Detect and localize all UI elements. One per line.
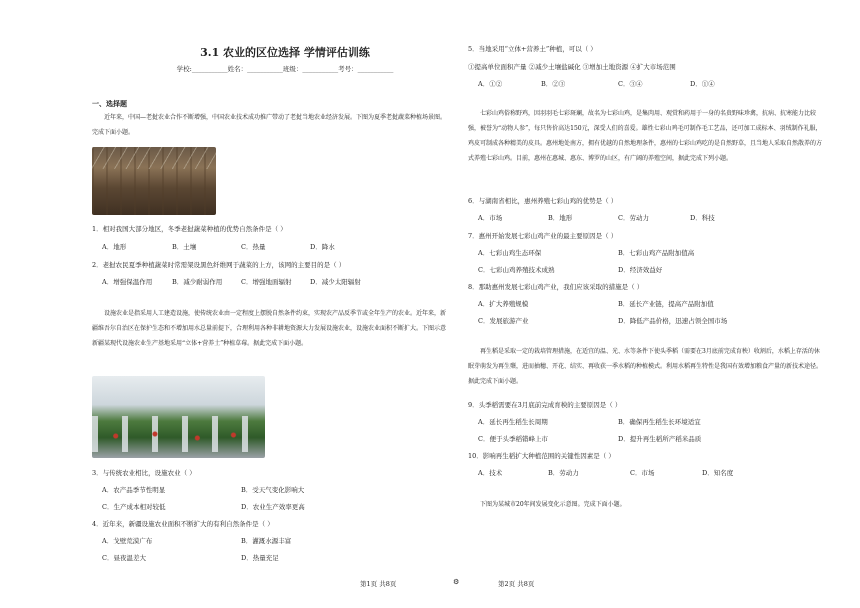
page-number-right: 第2页 共8页: [498, 580, 535, 588]
question-6: 6．与湖南省相比，惠州养殖七彩山鸡的优势是（ ）: [468, 197, 618, 205]
question-7: 7．惠州开始发展七彩山鸡产业的最主要原因是（ ）: [468, 232, 618, 240]
q6-option-c: C．劳动力: [618, 214, 649, 222]
gear-icon: ⚙: [453, 578, 460, 586]
question-3: 3．与传统农业相比，设施农业（ ）: [92, 469, 196, 477]
question-8: 8．那助惠州发展七彩山鸡产业，我们应该采取的措施是（ ）: [468, 283, 644, 291]
q1-option-b: B．土壤: [172, 243, 197, 251]
q2-option-b: B．减少耐弱作用: [172, 278, 223, 286]
q1-option-d: D．降水: [310, 243, 335, 251]
q8-option-d: D．降低产品价格，迅速占领全国市场: [618, 317, 728, 325]
question-9: 9．头季稻需要在3月底前完成育秧的主要原因是（ ）: [468, 401, 622, 409]
q2-option-c: C．增强地面辐射: [241, 278, 292, 286]
q7-option-c: C．七彩山鸡养殖技术成熟: [478, 266, 555, 274]
passage-pheasant: 七彩山鸡俗称野鸡，因羽羽毛七彩斑斓，故名为七彩山鸡，是集肉用、观赏和药用于一身的名贵野味珍禽，抗病、抗寒能力比较强，被誉为“动物人参”，每只售价高达150元，深受人们的喜爱。雄性七彩山鸡毛可制作毛工艺品，还可加工成标本、羽绒制作礼服，鸡皮可制成各种精美的皮具。惠州地处南方，拥有优越的自然地理条件，惠州的七彩山鸡吃的是自然野草，且当地人采取自然散养的方式养殖七彩山鸡。目前，惠州在惠城、惠东、博罗的山区，有广阔的养殖空间，据此完成下列小题。: [468, 110, 823, 162]
page-title: 3.1 农业的区位选择 学情评估训练: [200, 46, 370, 59]
passage-ratoon-rice: 再生稻是采取一定的栽培管理措施，在适宜的温、光、水等条件下使头季稻（需要在3月底前完成育秧）收割后，水稻上存活的休眠芽萌发为再生蘖，进而抽穗、开花、结实、再收获一季水稻的种植模式。利用水稻再生特性是我国有效增加粮食产量的新技术途径。据此完成下面小题。: [468, 348, 823, 385]
q8-option-a: A．扩大养殖规模: [478, 300, 529, 308]
q3-option-d: D．农业生产效率更高: [241, 503, 305, 511]
q10-option-a: A．技术: [478, 469, 503, 477]
q7-option-d: D．经济效益好: [618, 266, 663, 274]
q4-option-b: B．灌溉水源丰富: [241, 537, 292, 545]
q2-option-d: D．减少太阳辐射: [310, 278, 361, 286]
q3-option-b: B．受天气变化影响大: [241, 486, 305, 494]
section-heading: 一、选择题: [92, 99, 127, 108]
q5-statements: ①提高单位面积产量 ②减少土壤盐碱化 ③增加土地资源 ④扩大市场范围: [468, 63, 676, 71]
question-5: 5．当地采用“立体+营养土”种植，可以（ ）: [468, 45, 597, 53]
q8-option-b: B．延长产业链，提高产品附加值: [618, 300, 714, 308]
student-info-line: 学校:___________姓名：___________班级：___________考号：___________: [176, 65, 394, 73]
q4-option-c: C．昼夜温差大: [102, 554, 146, 562]
passage-xinjiang: 设施农业是指采用人工建造设施，使传统农业由一定程度上摆脱自然条件约束，实现农产品反季节或全年生产的农业。近年来，新疆维吾尔自治区在保护生态和不增加用水总量前提下，合理利用各种非耕地资源大力发展设施农业，设施农业面积不断扩大。下图示意新疆某现代设施农业生产基地采用“立体+营养土”种植草莓。据此完成下面小题。: [92, 310, 447, 347]
vegetable-field-photo: [92, 147, 216, 215]
q6-option-d: D．科技: [690, 214, 715, 222]
q5-option-c: C．③④: [618, 80, 643, 88]
q3-option-a: A．农产品季节性明显: [102, 486, 166, 494]
question-1: 1．相对我国大部分地区，冬季老挝蔬菜种植的优势自然条件是（ ）: [92, 225, 287, 233]
q1-option-c: C．热量: [241, 243, 266, 251]
q6-option-b: B．地形: [548, 214, 573, 222]
question-10: 10．影响再生稻扩大种植范围的关键性因素是（ ）: [468, 452, 615, 460]
q10-option-d: D．知名度: [702, 469, 734, 477]
q5-option-a: A．①②: [478, 80, 503, 88]
q2-option-a: A．增强保温作用: [102, 278, 153, 286]
question-4: 4．近年来，新疆设施农业面积不断扩大的有利自然条件是（ ）: [92, 520, 274, 528]
question-2: 2．老挝农民夏季种植蔬菜时常需架设黑色纤维网于蔬菜的上方，该网的主要目的是（ ）: [92, 261, 346, 269]
q5-option-d: D．①④: [690, 80, 715, 88]
q3-option-c: C．生产成本相对较低: [102, 503, 166, 511]
passage-city: 下图为某城市20年间发展变化示意图。完成下面小题。: [480, 501, 626, 508]
passage-laos: 近年来，中国—老挝农业合作不断增强，中国农业技术成功推广带动了老挝当地农业经济发展。下图为夏季老挝蔬菜种植场景图。完成下面小题。: [92, 114, 447, 136]
q9-option-d: D．提升再生稻所产稻米品质: [618, 435, 702, 443]
q6-option-a: A．市场: [478, 214, 503, 222]
q4-option-a: A．戈壁荒漠广布: [102, 537, 153, 545]
q9-option-a: A．延长再生稻生长周期: [478, 418, 548, 426]
q8-option-c: C．发展旅游产业: [478, 317, 529, 325]
q10-option-b: B．劳动力: [548, 469, 579, 477]
q1-option-a: A．地形: [102, 243, 127, 251]
q7-option-a: A．七彩山鸡生态环保: [478, 249, 542, 257]
q5-option-b: B．②③: [541, 80, 566, 88]
q4-option-d: D．热量充足: [241, 554, 279, 562]
q9-option-c: C．便于头季稻错峰上市: [478, 435, 548, 443]
q10-option-c: C．市场: [630, 469, 655, 477]
page-number-left: 第1页 共8页: [360, 580, 397, 588]
q7-option-b: B．七彩山鸡产品附加值高: [618, 249, 695, 257]
q9-option-b: B．确保再生稻生长环境适宜: [618, 418, 701, 426]
strawberry-greenhouse-photo: [92, 376, 265, 458]
